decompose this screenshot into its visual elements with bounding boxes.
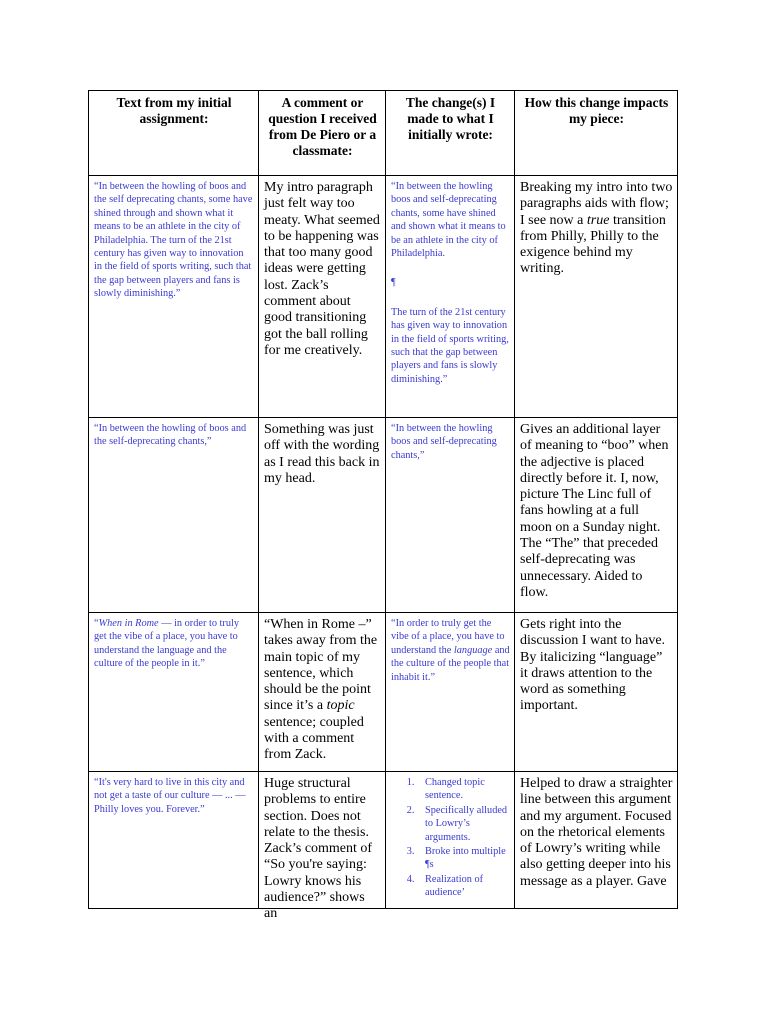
impact-text: Breaking my intro into two paragraphs aids with flow; I see now a true transition from Philly, Philly to the exigence behind my writing. [520,180,673,277]
list-item: 4. Realization of audience’ [417,873,510,900]
impact-text: Gives an additional layer of meaning to “boo” when the adjective is placed directly before it. I, now, picture The Linc full of fans howling at a full moon on a Sunday night. The “The” that preceded self-deprecating was unnecessary. Aided to flow. [520,422,669,600]
revision-table [88,90,678,922]
comment-cell [259,418,386,613]
change-cell [386,613,515,772]
header-change: The change(s) I made to what I initially wrote: [386,91,515,176]
change-cell [386,418,515,613]
emphasis-topic: topic [326,698,355,714]
header-row [89,91,678,176]
original-text: “In between the howling of boos and the self-deprecating chants,” [94,423,247,448]
emphasis-true: true [586,212,610,228]
impact-cell [515,418,678,613]
impact-cell [515,772,678,909]
original-text-cell [89,613,259,772]
comment-cell [259,772,386,922]
table-row [89,176,678,418]
list-item: 3. Broke into multiple ¶s [417,845,510,872]
header-original-text: Text from my initial assignment: [89,91,259,176]
list-item: 2. Specifically alluded to Lowry’s arguments. [417,804,510,844]
original-text-cell [89,772,259,909]
comment-cell [259,613,386,772]
change-text: “In between the howling boos and self-deprecating chants, some have shined and shown what it means to be an athlete in the city of Philadelphia. [391,181,506,260]
impact-text: Helped to draw a straighter line between this argument and my argument. Focused on the rhetorical elements of Lowry’s writing while also getting deeper into his message as a player. Gave [520,776,673,889]
change-cell [386,176,515,418]
emphasis-language: language [453,644,493,656]
header-comment: A comment or question I received from De Piero or a classmate: [259,91,386,176]
original-text-cell [89,176,259,418]
impact-cell [515,176,678,418]
original-text-cell [89,418,259,613]
header-impact: How this change impacts my piece: [515,91,678,176]
comment-text: My intro paragraph just felt way too meaty. What seemed to be happening was that too many good ideas were getting lost. Zack’s comment about good transitioning got the ball rolling for me creatively. [264,180,380,358]
table-row [89,772,678,909]
impact-cell [515,613,678,772]
list-item: 1. Changed topic sentence. [417,776,510,803]
change-text: “In between the howling boos and self-deprecating chants,” [391,423,497,461]
original-text: “It's very hard to live in this city and not get a taste of our culture — ... — Philly loves you. Forever.” [94,777,246,815]
change-cell [386,772,515,909]
change-text: “In order to truly get the vibe of a place, you have to understand the language and the culture of the people that inhabit it.” [391,618,510,683]
table-row [89,418,678,613]
impact-text: Gets right into the discussion I want to have. By italicizing “language” it draws attention to the word as something important. [520,617,666,714]
comment-text: Something was just off with the wording as I read this back in my head. [264,422,380,486]
table-row [89,613,678,772]
comment-text: “When in Rome –” takes away from the main topic of my sentence, which should be the point since it’s a topic sentence; coupled with a comment from Zack. [264,617,378,763]
comment-cell [259,176,386,418]
changes-list [391,776,510,900]
original-text: “When in Rome — in order to truly get the vibe of a place, you have to understand the language and the culture of the people in it.” [94,618,239,670]
emphasis-when-in-rome: When in Rome [98,618,159,629]
original-text: “In between the howling of boos and the self deprecating chants, some have shined through and shown what it means to be an athlete in the city of Philadelphia. The turn of the 21st century has given way to innovation in the field of sports writing, such that the gap between players and fans is slowly diminishing.” [94,181,253,300]
comment-text: Huge structural problems to entire section. Does not relate to the thesis. Zack’s comment of “So you're saying: Lowry knows his audience?” shows an [264,776,373,922]
pilcrow-mark: ¶ [391,277,396,289]
change-text: The turn of the 21st century has given way to innovation in the field of sports writing, such that the gap between players and fans is slowly diminishing.” [391,306,509,385]
